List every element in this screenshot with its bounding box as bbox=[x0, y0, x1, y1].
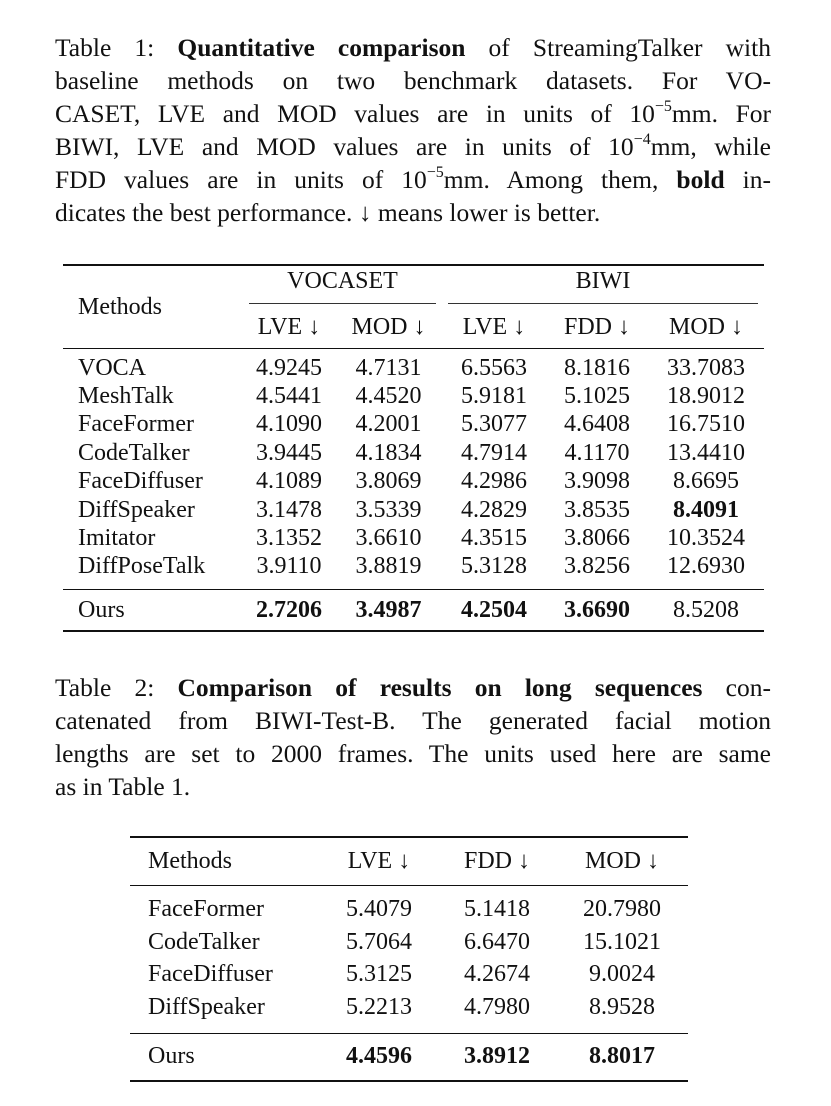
metric-value: 5.3125 bbox=[346, 961, 412, 988]
table-row bbox=[63, 411, 764, 439]
metric-value: 4.1089 bbox=[256, 468, 322, 495]
table-row bbox=[130, 991, 688, 1033]
column-header: LVE ↓ bbox=[347, 848, 411, 874]
metric-value: 4.1090 bbox=[256, 411, 322, 438]
method-name: CodeTalker bbox=[78, 439, 190, 466]
metric-value: 12.6930 bbox=[667, 553, 745, 580]
method-name: DiffSpeaker bbox=[148, 993, 265, 1020]
caption-line bbox=[55, 770, 771, 803]
method-name: MeshTalk bbox=[78, 383, 174, 410]
metric-value: 4.2504 bbox=[461, 596, 527, 623]
caption-text: mm. For bbox=[671, 99, 772, 128]
table2-long-sequence-comparison bbox=[130, 836, 688, 1082]
metric-value: 3.9110 bbox=[256, 553, 322, 580]
caption-text: of StreamingTalker with bbox=[465, 33, 771, 62]
metric-value: 5.1025 bbox=[564, 383, 630, 410]
caption-superscript: −5 bbox=[654, 97, 672, 115]
column-header: FDD ↓ bbox=[563, 313, 630, 340]
table-row bbox=[130, 886, 688, 926]
method-name: FaceDiffuser bbox=[78, 468, 203, 495]
group-header-biwi: BIWI bbox=[442, 265, 764, 306]
method-name: Ours bbox=[148, 1043, 195, 1070]
caption-line bbox=[55, 31, 771, 64]
metric-value: 10.3524 bbox=[667, 525, 745, 552]
metric-value: 5.3077 bbox=[461, 411, 527, 438]
methods-header: Methods bbox=[78, 293, 162, 320]
metric-value: 33.7083 bbox=[667, 354, 745, 381]
metric-value: 3.6610 bbox=[355, 525, 422, 552]
caption-text: mm, while bbox=[650, 132, 771, 161]
caption-text: mm. Among them, bbox=[443, 165, 677, 194]
metric-value: 4.2001 bbox=[355, 411, 422, 438]
method-name: DiffPoseTalk bbox=[78, 553, 206, 580]
caption-superscript: −5 bbox=[426, 163, 444, 181]
column-header: MOD ↓ bbox=[584, 848, 659, 874]
caption-text: FDD values are in units of 10 bbox=[55, 165, 427, 194]
metric-value: 16.7510 bbox=[667, 411, 745, 438]
metric-value: 5.7064 bbox=[346, 928, 412, 955]
metric-value: 5.2213 bbox=[346, 993, 412, 1020]
metric-value: 4.6408 bbox=[564, 411, 630, 438]
caption-text: BIWI, LVE and MOD values are in units of 10 bbox=[55, 132, 634, 161]
table-row bbox=[63, 553, 764, 590]
metric-value: 3.6690 bbox=[564, 596, 630, 623]
metric-value: 5.3128 bbox=[461, 553, 527, 580]
caption-line bbox=[55, 196, 771, 229]
metric-value: 20.7980 bbox=[583, 895, 661, 922]
table-row bbox=[63, 439, 764, 467]
metric-value: 15.1021 bbox=[583, 928, 661, 955]
caption-text: dicates the best performance. ↓ means lower is better. bbox=[55, 198, 601, 227]
method-name: VOCA bbox=[78, 354, 147, 381]
metric-value: 3.1478 bbox=[256, 496, 322, 523]
metric-value: 6.6470 bbox=[464, 928, 530, 955]
column-header: FDD ↓ bbox=[463, 848, 530, 874]
metric-value: 13.4410 bbox=[667, 439, 745, 466]
caption-text: con- bbox=[702, 673, 771, 702]
metric-value: 4.2674 bbox=[464, 961, 530, 988]
metric-value: 3.5339 bbox=[355, 496, 422, 523]
metric-value: 4.2829 bbox=[461, 496, 527, 523]
table1-quantitative-comparison bbox=[63, 264, 764, 632]
metric-value: 8.1816 bbox=[564, 354, 630, 381]
metric-value: 4.1834 bbox=[355, 439, 422, 466]
metric-value: 5.4079 bbox=[346, 895, 412, 922]
column-header: MOD ↓ bbox=[668, 313, 743, 340]
caption-text: lengths are set to 2000 frames. The units used here are same bbox=[55, 739, 771, 768]
metric-value: 8.9528 bbox=[589, 993, 655, 1020]
metric-value: 3.9098 bbox=[564, 468, 630, 495]
caption-text: Table 1: bbox=[55, 33, 178, 62]
metric-value: 3.8819 bbox=[355, 553, 422, 580]
metric-value: 3.9445 bbox=[256, 439, 322, 466]
caption-text: Quantitative comparison bbox=[177, 33, 466, 62]
metric-value: 4.7980 bbox=[464, 993, 530, 1020]
metric-value: 4.7131 bbox=[355, 354, 422, 381]
caption-text: as in Table 1. bbox=[55, 772, 191, 801]
metric-value: 3.1352 bbox=[256, 525, 322, 552]
metric-value: 8.4091 bbox=[673, 496, 739, 523]
method-name: DiffSpeaker bbox=[78, 496, 195, 523]
metric-value: 8.8017 bbox=[589, 1043, 655, 1070]
caption-text: bold bbox=[676, 165, 725, 194]
metric-value: 2.7206 bbox=[256, 596, 322, 623]
caption-line bbox=[55, 671, 771, 704]
metric-value: 4.3515 bbox=[461, 525, 527, 552]
column-header: MOD ↓ bbox=[351, 313, 426, 340]
metric-value: 9.0024 bbox=[589, 961, 655, 988]
metric-value: 3.8256 bbox=[564, 553, 630, 580]
metric-value: 3.8912 bbox=[464, 1043, 530, 1070]
method-name: Imitator bbox=[78, 525, 156, 552]
caption-text: in- bbox=[724, 165, 771, 194]
metric-value: 4.2986 bbox=[461, 468, 527, 495]
caption-superscript: −4 bbox=[633, 130, 651, 148]
method-name: Ours bbox=[78, 596, 125, 623]
table-row bbox=[63, 349, 764, 383]
caption-line bbox=[55, 130, 771, 163]
metric-value: 4.1170 bbox=[564, 439, 630, 466]
caption-text: baseline methods on two benchmark datasets. For VO- bbox=[55, 66, 771, 95]
metric-value: 4.4596 bbox=[346, 1043, 412, 1070]
caption-line bbox=[55, 97, 771, 130]
table-row bbox=[63, 496, 764, 524]
table-row-ours bbox=[130, 1033, 688, 1081]
metric-value: 3.4987 bbox=[355, 596, 422, 623]
method-name: CodeTalker bbox=[148, 928, 260, 955]
group-header-vocaset: VOCASET bbox=[243, 265, 442, 306]
table-row bbox=[63, 382, 764, 410]
method-name: FaceFormer bbox=[78, 411, 194, 438]
caption-line bbox=[55, 737, 771, 770]
metric-value: 4.7914 bbox=[461, 439, 527, 466]
table2-caption bbox=[55, 671, 771, 803]
metric-value: 8.6695 bbox=[673, 468, 739, 495]
column-header: LVE ↓ bbox=[462, 313, 526, 340]
metric-value: 3.8066 bbox=[564, 525, 630, 552]
metric-value: 4.9245 bbox=[256, 354, 322, 381]
metric-value: 3.8069 bbox=[355, 468, 422, 495]
metric-value: 5.1418 bbox=[464, 895, 530, 922]
table-row-ours bbox=[63, 590, 764, 632]
method-name: FaceFormer bbox=[148, 895, 264, 922]
caption-text: Comparison of results on long sequences bbox=[177, 673, 703, 702]
caption-text: CASET, LVE and MOD values are in units of 10 bbox=[55, 99, 655, 128]
metric-value: 6.5563 bbox=[461, 354, 527, 381]
metric-value: 5.9181 bbox=[461, 383, 527, 410]
table1-caption bbox=[55, 31, 771, 229]
table-row bbox=[130, 926, 688, 959]
caption-text: catenated from BIWI-Test-B. The generated facial motion bbox=[55, 706, 771, 735]
caption-line bbox=[55, 64, 771, 97]
metric-value: 3.8535 bbox=[564, 496, 630, 523]
metric-value: 8.5208 bbox=[673, 596, 739, 623]
metric-value: 4.5441 bbox=[256, 383, 322, 410]
methods-header: Methods bbox=[148, 848, 232, 874]
metric-value: 4.4520 bbox=[355, 383, 422, 410]
table-row bbox=[130, 958, 688, 991]
table-row bbox=[63, 468, 764, 496]
caption-text: Table 2: bbox=[55, 673, 178, 702]
metric-value: 18.9012 bbox=[667, 383, 745, 410]
method-name: FaceDiffuser bbox=[148, 961, 273, 988]
caption-line bbox=[55, 163, 771, 196]
column-header: LVE ↓ bbox=[257, 313, 321, 340]
table-row bbox=[63, 524, 764, 552]
caption-line bbox=[55, 704, 771, 737]
